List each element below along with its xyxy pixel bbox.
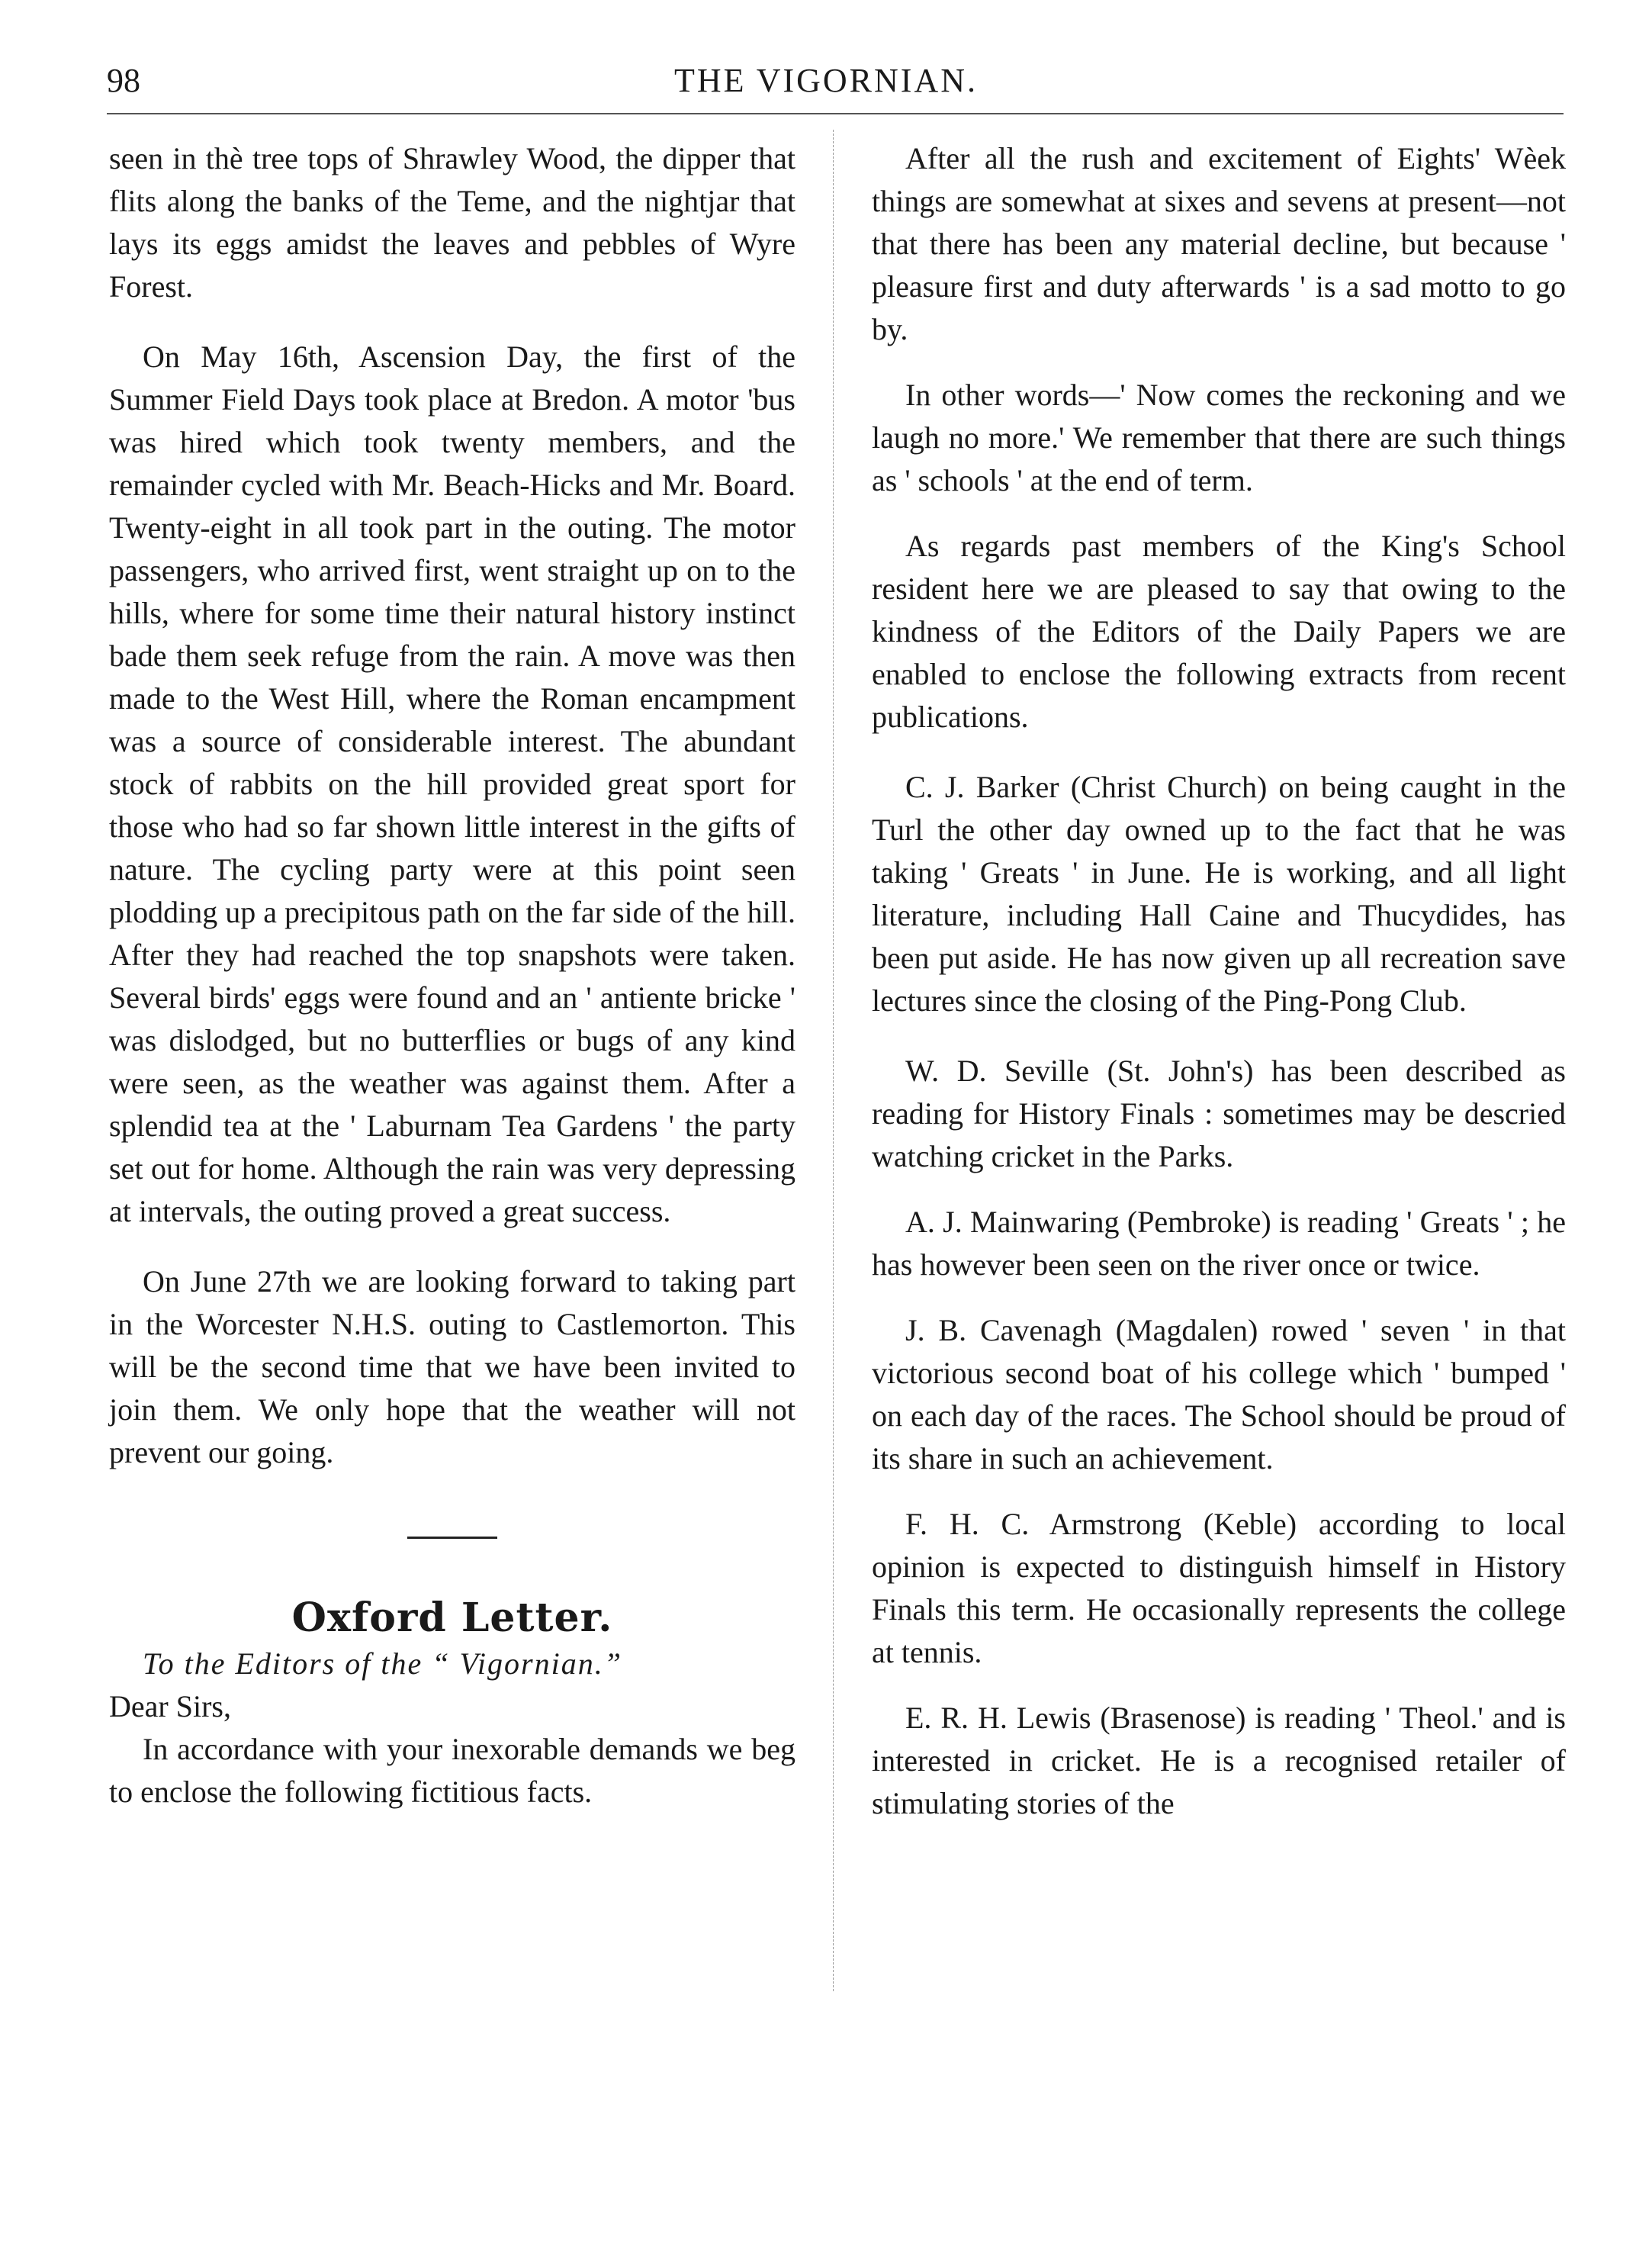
running-title: THE VIGORNIAN.: [673, 62, 979, 99]
paragraph: On June 27th we are looking forward to taking part in the Worcester N.H.S. outing to Castlemorton. This will be the second time that we have been invited to join them. We only hope that the weather will not prevent our going.: [109, 1264, 795, 1469]
paragraph: F. H. C. Armstrong (Keble) according to local opinion is expected to distinguish himself in History Finals this term. He occasionally represents the college at tennis.: [872, 1507, 1566, 1669]
paragraph: In other words—' Now comes the reckoning and we laugh no more.' We remember that there are such things as ' schools ' at the end of term.: [872, 378, 1566, 497]
column-divider: [833, 130, 834, 1991]
paragraph: seen in thè tree tops of Shrawley Wood, the dipper that flits along the banks of the Teme, and the nightjar that lays its eggs amidst the leaves and pebbles of Wyre Forest.: [109, 141, 795, 304]
paragraph: After all the rush and excitement of Eights' Wèek things are somewhat at sixes and sevens at present—not that there has been any material decline, but because ' pleasure first and duty afterwards ' is a sad motto to go by.: [872, 141, 1566, 346]
address-line: To the Editors of the “ Vigornian.”: [143, 1646, 622, 1681]
header-rule: [107, 113, 1564, 114]
paragraph: W. D. Seville (St. John's) has been described as reading for History Finals : sometimes may be descried watching cricket in the Parks.: [872, 1054, 1566, 1173]
right-column: [872, 137, 1566, 1825]
section-divider: [407, 1537, 497, 1539]
paragraph: E. R. H. Lewis (Brasenose) is reading ' Theol.' and is interested in cricket. He is a recognised retailer of stimulating stories of the: [872, 1701, 1566, 1820]
section-title: Oxford Letter.: [291, 1595, 613, 1641]
paragraph: As regards past members of the King's School resident here we are pleased to say that owing to the kindness of the Editors of the Daily Papers we are enabled to enclose the following extracts from recent publications.: [872, 529, 1566, 734]
page-header: [0, 61, 1652, 114]
paragraph: C. J. Barker (Christ Church) on being caught in the Turl the other day owned up to the fact that he was taking ' Greats ' in June. He is working, and all light literature, including Hall Caine and Thucydides, has been put aside. He has now given up all recreation save lectures since the closing of the Ping-Pong Club.: [872, 770, 1566, 1018]
left-column: [109, 137, 795, 1813]
page-number: 98: [107, 62, 140, 99]
paragraph: J. B. Cavenagh (Magdalen) rowed ' seven ' in that victorious second boat of his college which ' bumped ' on each day of the races. The School should be proud of its share in such an achievement.: [872, 1313, 1566, 1475]
paragraph: A. J. Mainwaring (Pembroke) is reading ' Greats ' ; he has however been seen on the river once or twice.: [872, 1205, 1566, 1282]
salutation: Dear Sirs,: [109, 1689, 231, 1723]
paragraph: On May 16th, Ascension Day, the first of the Summer Field Days took place at Bredon. A motor 'bus was hired which took twenty members, and the remainder cycled with Mr. Beach-Hicks and Mr. Board. Twenty-eight in all took part in the outing. The motor passengers, who arrived first, went straight up on to the hills, where for some time their natural history instinct bade them seek refuge from the rain. A move was then made to the West Hill, where the Roman encampment was a source of considerable interest. The abundant stock of rabbits on the hill provided great sport for those who had so far shown little interest in the gifts of nature. The cycling party were at this point seen plodding up a precipitous path on the far side of the hill. After they had reached the top snapshots were taken. Several birds' eggs were found and an ' antiente bricke ' was dislodged, but no butterflies or bugs of any kind were seen, as the weather was against them. After a splendid tea at the ' Laburnam Tea Gardens ' the party set out for home. Although the rain was very depressing at intervals, the outing proved a great success.: [109, 340, 795, 1228]
paragraph: In accordance with your inexorable demands we beg to enclose the following fictitious facts.: [109, 1732, 795, 1809]
